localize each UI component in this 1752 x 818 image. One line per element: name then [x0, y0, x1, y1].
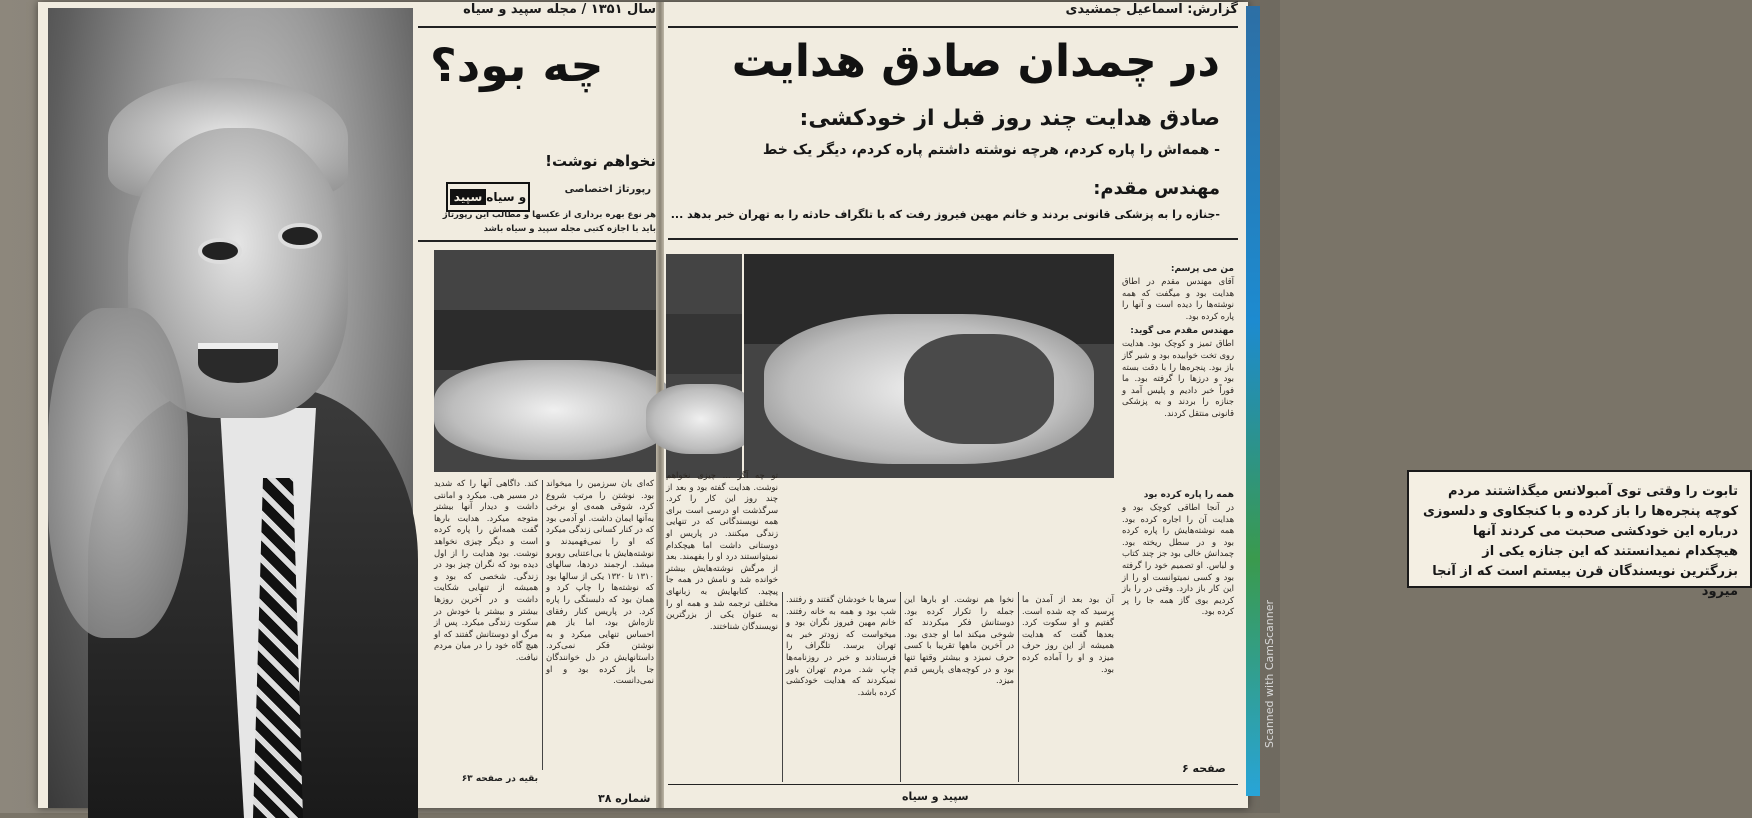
credit-rule [418, 240, 656, 242]
article-column-right-5 [1122, 490, 1234, 780]
header-rule-right [668, 26, 1238, 28]
subhead-4: -جنازه را به پزشکی قانونی بردند و خانم مهین فیروز رفت که با تلگراف حادثه را به تهران خبر بدهد ... [670, 208, 1220, 221]
magazine-brand: سپید و سیاه [902, 790, 969, 803]
side-heading-torn: همه را پاره کرده بود [1143, 490, 1234, 500]
column-divider-left [542, 480, 543, 770]
portrait-eye-right [278, 223, 322, 249]
issue-number: شماره ۳۸ [598, 792, 651, 805]
magazine-side-edge [1246, 6, 1260, 796]
side-heading-engineer: مهندس مقدم می گوید: [1130, 326, 1234, 337]
article-column-right-1 [666, 470, 778, 788]
headline-line1: در چمدان صادق هدایت [731, 36, 1220, 87]
page-number: صفحه ۶ [1182, 762, 1226, 775]
side-heading-ask: من می پرسم: [1170, 264, 1234, 274]
portrait-photo [48, 8, 413, 808]
column-divider-2 [900, 592, 901, 782]
headline-line2: چه بود؟ [430, 38, 604, 92]
portrait-hand [48, 308, 188, 638]
column-text: اطاق تمیز و کوچک بود. هدایت روی تخت خوابیده بود و شیر گاز باز بود. پنجره‌ها را با دقت بسته بود و درزها را گرفته بود. ما فوراً خبر دادیم و پلیس آمد و جنازه را بردند و به پزشکی قانونی منتقل کردند. [1122, 338, 1234, 418]
article-column-right-2 [786, 594, 896, 784]
logo-text-a: سپید [450, 189, 487, 205]
article-column-right-4 [1022, 594, 1114, 784]
column-text: تو چه آگر ... چیزی نخواهم نوشت. هدایت گفته بود و بعد از چند روز این کار را کرد. سرگذشت او درسی است برای همه نویسندگانی که در تنهایی زندگی میکنند. در پاریس او دوستانی داشت اما هیچکدام نمیتوانستند درد او را بفهمند. بعد از مرگش نوشته‌هایش بیشتر خوانده شد و نامش در همه جا پیچید. کتابهایش به زبانهای مختلف ترجمه شد و همه او را به عنوان یکی از بزرگترین نویسندگان شناختند. [666, 470, 778, 631]
left-page [38, 2, 658, 808]
photo-bed [434, 360, 674, 460]
column-text: در آنجا اطاقی کوچک بود و هدایت آن را اجاره کرده بود. همه نوشته‌هایش را پاره کرده بود و در سطل ریخته بود. چمدانش خالی بود جز چند کتاب و لباس. او تصمیم خود را گرفته بود و کسی نمیتوانست او را از این کار باز دارد. وقتی در را باز کردیم بوی گاز همه جا را پر کرده بود. [1122, 502, 1234, 617]
bed-photo-left [434, 250, 656, 472]
column-text: آن بود بعد از آمدن ما پرسید که چه شده است. گفتیم و او سکوت کرد. بعدها گفت که هدایت همیشه از این روز حرف میزد و او را آماده کرده بود. [1022, 594, 1114, 674]
column-text: آقای مهندس مقدم در اطاق هدایت بود و میگفت که همه نوشته‌ها را دیده است و آنها را پاره کرده بود. [1122, 276, 1234, 321]
credit-note-1: هر نوع بهره برداری از عکسها و مطالب این رپورتاژ [442, 210, 656, 220]
column-text: کند. داگاهی آنها را که شدید در مسیر هی. میکرد و امانتی داشت و دیدار آنها بیشتر متوجه میکرد. هدایت بارها گفت همه‌اش را پاره کرده است و دیگر چیزی نخواهد نوشت. بود هدایت را از اول دیده بود که نگران چیز بود در زندگی. شخصی که بود و همیشه از تنهایی شکایت داشت و در آخرین روزها بیشتر و بیشتر با خودش در سکوت زندگی میکرد. پس از مرگ او دوستانش گفتند که او هیچ گاه خود را در میان مردم نیافت. [434, 478, 538, 662]
header-issue-strip: سال ۱۳۵۱ / مجله سپید و سیاه [463, 2, 656, 17]
article-column-right-top [1122, 264, 1234, 469]
subhead-3: مهندس مقدم: [1093, 178, 1220, 199]
photo-figure [904, 334, 1054, 444]
credit-note-2: باید با اجازه کتبی مجله سپید و سیاه باشد [483, 224, 656, 234]
headline-rule [668, 238, 1238, 240]
column-text: نخوا هم نوشت. او بارها این جمله را تکرار کرده بود. دوستانش فکر میکردند که شوخی میکند اما او جدی بود. در آخرین ماهها تقریبا با کسی حرف نمیزد و بیشتر وقتها تنها بود و در کوچه‌های پاریس قدم میزد. [904, 594, 1014, 686]
subhead-1: صادق هدایت چند روز قبل از خودکشی: [799, 106, 1220, 131]
photo-wall [666, 314, 742, 374]
subhead-continued: نخواهم نوشت! [545, 152, 656, 170]
header-rule-left [418, 26, 656, 28]
magazine-logo [446, 182, 530, 212]
logo-text-b: و سیاه [486, 190, 527, 204]
pull-quote-box: تابوت را وقتی توی آمبولانس میگذاشتند مردم کوچه پنجره‌ها را باز کرده و با کنجکاوی و دلسوزی درباره این خودکشی صحبت می کردند آنها هیچکدام نمیدانستند که این جنازه یکی از بزرگترین نویسندگان قرن بیستم است که از آنجا میرود [1407, 470, 1752, 588]
credit-type: رپورتاژ اختصاصی [564, 184, 651, 195]
article-column-right-3 [904, 594, 1014, 784]
column-divider-1 [782, 592, 783, 782]
subhead-2: - همه‌اش را پاره کردم، هرچه نوشته داشتم پاره کردم، دیگر یک خط [762, 142, 1220, 158]
article-column-left-2 [434, 478, 538, 768]
column-divider-3 [1018, 592, 1019, 782]
portrait-mouth [198, 343, 278, 383]
scanner-watermark: Scanned with CamScanner [1263, 600, 1276, 748]
header-author-strip: گزارش: اسماعیل جمشیدی [1065, 2, 1238, 17]
column-text: که‌ای بان سرزمین را میخواند بود. نوشتن را مرتب شروع کرد، شوقی همه‌ی او برخی به‌آنها ایمان داشت. او آدمی بود که در کنار کسانی زندگی میکرد که او را نمی‌فهمیدند و نوشته‌هایش با بی‌اعتنایی روبرو میشد. ارجمند دردها، سالهای ۱۳۱۰ تا ۱۳۲۰ یکی از سالها بود که نوشته‌ها را چاپ کرد و همان بود که دلبستگی را پاره کرد. در پاریس کنار رفقای تازه‌اش بود، اما باز هم احساس تنهایی میکرد و به نوشتن فکر نمی‌کرد. داستانهایش در دل خوانندگان جا باز کرده بود و او نمی‌دانست. [546, 478, 654, 686]
photo-bed [646, 384, 756, 454]
footer-rule [668, 784, 1238, 785]
column-text: سرها با خودشان گفتند و رفتند. شب بود و همه به خانه رفتند. خانم مهین فیروز نگران بود و میخواست که زودتر خبر به تهران برسد. تلگراف را فرستادند و خبر در روزنامه‌ها چاپ شد. مردم تهران باور نمیکردند که هدایت خودکشی کرده باشد. [786, 594, 896, 697]
continued-note: بقیه در صفحه ۶۳ [461, 774, 538, 784]
bed-photo-main [744, 254, 1114, 478]
bed-photo-strip [666, 254, 742, 478]
article-column-left-1 [546, 478, 654, 768]
portrait-eye-left [198, 238, 242, 264]
